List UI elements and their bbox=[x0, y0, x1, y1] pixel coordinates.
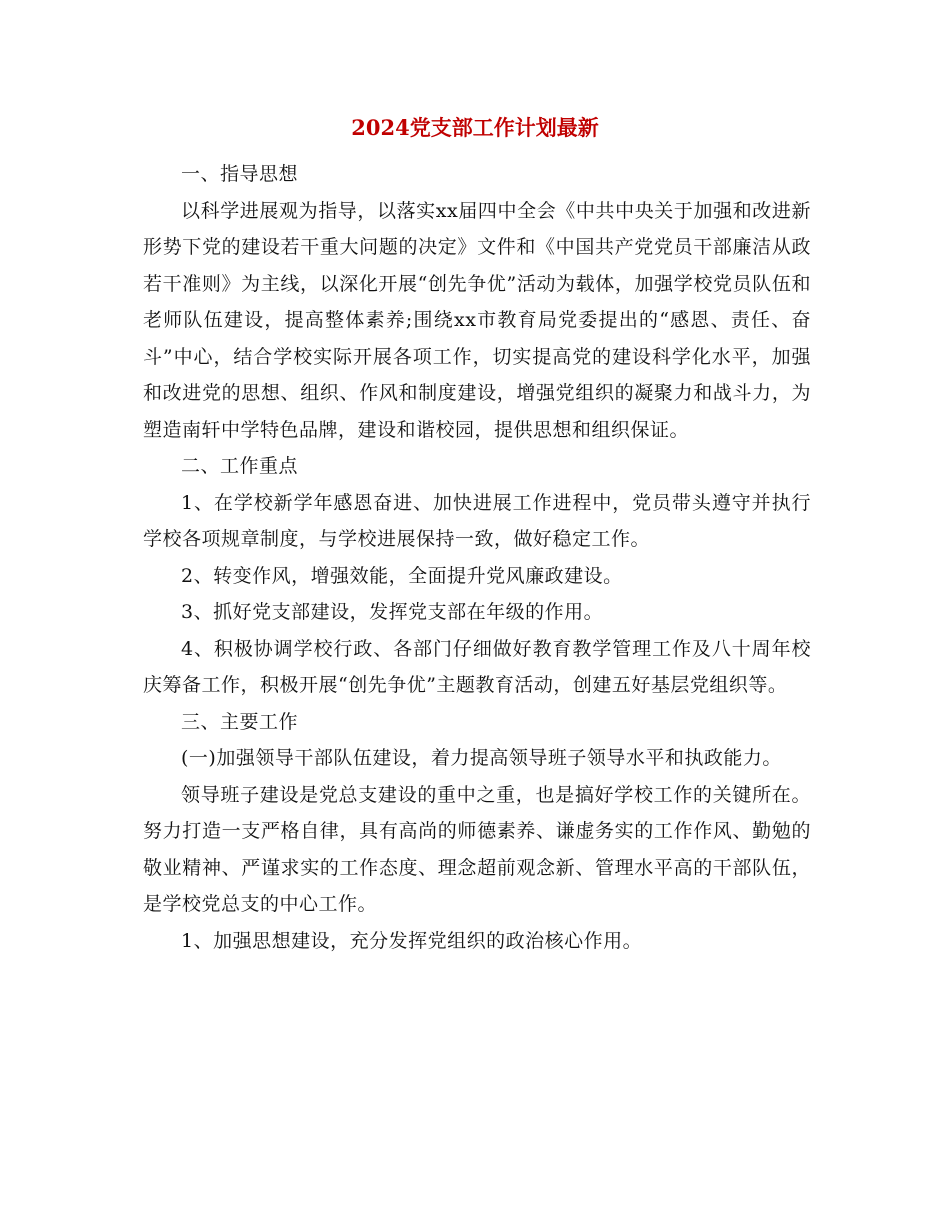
section-heading-main-work: 三、主要工作 bbox=[181, 710, 299, 733]
section-heading-guiding-ideology: 一、指导思想 bbox=[181, 163, 299, 185]
paragraph-focus-item-1: 1、在学校新学年感恩奋进、加快进展工作进程中，党员带头遵守并执行学校各项规章制度，与学校进展保持一致，做好稳定工作。 bbox=[143, 491, 811, 550]
paragraph-focus-item-3: 3、抓好党支部建设，发挥党支部在年级的作用。 bbox=[181, 601, 604, 623]
document-body bbox=[143, 156, 811, 959]
document-title: 2024党支部工作计划最新 bbox=[351, 115, 599, 140]
paragraph-focus-item-2: 2、转变作风，增强效能，全面提升党风廉政建设。 bbox=[181, 564, 623, 587]
paragraph-leadership-team: 领导班子建设是党总支建设的重中之重，也是搞好学校工作的关键所在。努力打造一支严格自律，具有高尚的师德素养、谦虚务实的工作作风、勤勉的敬业精神、严谨求实的工作态度、理念超前观念新、管理水平高的干部队伍，是学校党总支的中心工作。 bbox=[143, 783, 811, 915]
paragraph-ideological-building: 1、加强思想建设，充分发挥党组织的政治核心作用。 bbox=[181, 929, 643, 952]
section-heading-work-focus: 二、工作重点 bbox=[181, 455, 299, 477]
paragraph-guiding-ideology: 以科学进展观为指导，以落实xx届四中全会《中共中央关于加强和改进新形势下党的建设若干重大问题的决定》文件和《中国共产党党员干部廉洁从政若干准则》为主线，以深化开展“创先争优”活动为载体，加强学校党员队伍和老师队伍建设，提高整体素养;围绕xx市教育局党委提出的“感恩、责任、奋斗”中心，结合学校实际开展各项工作，切实提高党的建设科学化水平，加强和改进党的思想、组织、作风和制度建设，增强党组织的凝聚力和战斗力，为塑造南轩中学特色品牌，建设和谐校园，提供思想和组织保证。 bbox=[143, 199, 811, 441]
paragraph-focus-item-4: 4、积极协调学校行政、各部门仔细做好教育教学管理工作及八十周年校庆筹备工作，积极开展“创先争优”主题教育活动，创建五好基层党组织等。 bbox=[143, 637, 811, 696]
subheading-leadership-team: (一)加强领导干部队伍建设，着力提高领导班子领导水平和执政能力。 bbox=[181, 747, 782, 769]
